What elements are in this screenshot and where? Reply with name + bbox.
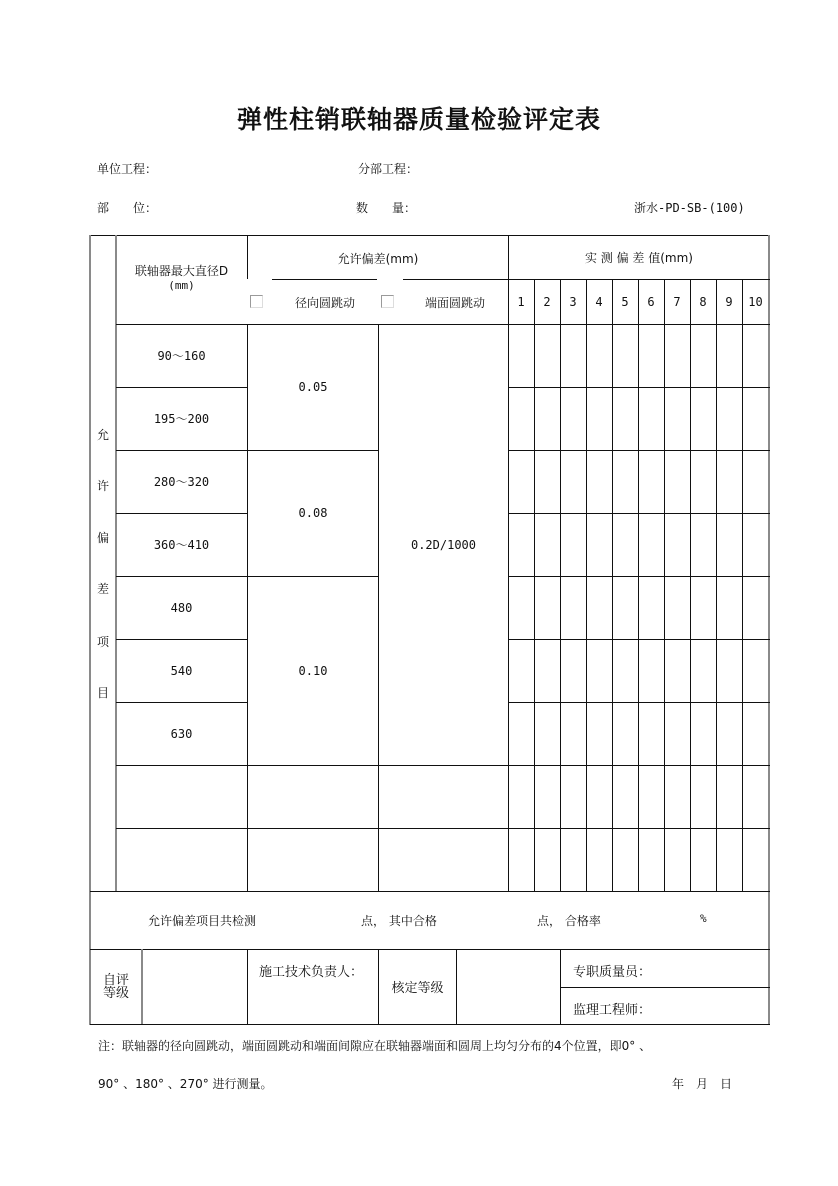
measure-col-6: 6 [647,295,655,309]
table-right-border [768,235,770,1025]
face-runout-value: 0.2D/1000 [410,537,477,552]
measure-col-10: 10 [748,295,763,309]
measure-col-divider [638,279,639,891]
row-line [508,450,770,451]
diameter-cell: 540 [170,663,193,678]
note-line-2: 90° 、180° 、270° 进行测量。 [98,1077,273,1091]
measure-col-divider [560,279,561,891]
summary-pass-label: 点， 其中合格 [361,914,437,928]
row-line [508,639,770,640]
measure-col-8: 8 [699,295,707,309]
self-grade-field[interactable] [142,950,247,1024]
page-title: 弹性柱销联轴器质量检验评定表 [236,105,601,134]
verified-grade-label: 核定等级 [391,981,444,996]
date-label: 年 月 日 [672,1077,733,1091]
diameter-cell: 195～200 [153,412,210,426]
side-label-char: 目 [96,686,109,700]
form-code: 浙水-PD-SB-(100) [634,201,745,215]
table-top-border [90,235,770,236]
measure-col-5: 5 [621,295,629,309]
measure-col-divider [690,279,691,891]
unit-project-label: 单位工程： [97,162,158,176]
measure-col-divider [742,279,743,891]
row-line [90,891,770,892]
radial-runout-checkbox[interactable] [250,295,263,308]
tech-lead-label: 施工技术负责人： [259,965,364,980]
signoff-divider [247,949,248,1024]
diameter-cell: 480 [170,600,193,615]
diameter-cell: 360～410 [153,538,210,552]
measure-col-divider [612,279,613,891]
location-label: 部 位： [97,201,158,215]
quality-inspector-label: 专职质量员： [573,965,652,980]
side-label-char: 偏 [96,531,109,545]
summary-percent: % [700,912,707,925]
diameter-cell: 630 [170,726,193,741]
radial-runout-value: 0.10 [298,663,328,678]
diameter-header: 联轴器最大直径D [134,263,229,278]
side-label-char: 项 [96,635,109,649]
side-label-char: 差 [96,582,109,596]
header-divider-h [508,279,770,280]
row-line [508,387,770,388]
side-label-char: 允 [96,428,109,442]
supervisor-label: 监理工程师： [573,1003,652,1018]
measure-col-4: 4 [595,295,603,309]
side-label-char: 许 [96,479,109,493]
measured-deviation-header: 实 测 偏 差 值(mm) [584,250,693,265]
face-runout-header: 端面圆跳动 [424,295,485,310]
allowed-deviation-header: 允许偏差(mm) [337,251,419,266]
row-line [508,702,770,703]
header-divider [508,235,509,891]
header-underline [272,279,377,280]
row-line [116,828,770,829]
row-line [116,765,770,766]
sub-project-label: 分部工程： [358,162,419,176]
table-bottom-border [90,1024,770,1025]
diameter-unit: (mm) [168,278,195,292]
measure-col-divider [664,279,665,891]
radial-runout-header: 径向圆跳动 [294,295,355,310]
table-left-border [89,235,91,1025]
measure-col-divider [534,279,535,891]
diameter-cell: 280～320 [153,475,210,489]
verified-grade-field[interactable] [457,950,560,1024]
measure-col-divider [586,279,587,891]
measure-col-7: 7 [673,295,681,309]
summary-total-label: 允许偏差项目共检测 [148,914,257,928]
note-line-1: 注：联轴器的径向圆跳动，端面圆跳动和端面间隙应在联轴器端面和圆周上均匀分布的4个位置，即0° 、 [98,1039,652,1053]
measure-col-3: 3 [569,295,577,309]
radial-runout-value: 0.05 [298,380,328,394]
header-underline [403,279,508,280]
self-grade-label: 自评 等级 [102,972,129,1001]
signoff-split [560,987,770,988]
measure-col-1: 1 [517,295,525,309]
face-runout-checkbox[interactable] [381,295,394,308]
row-line [508,576,770,577]
measure-col-9: 9 [725,295,733,309]
diameter-cell: 90～160 [157,349,206,363]
quantity-label: 数 量： [356,201,417,215]
row-line [508,513,770,514]
radial-runout-value: 0.08 [298,506,328,520]
summary-rate-label: 点， 合格率 [537,914,601,928]
measure-col-divider [716,279,717,891]
measure-col-2: 2 [543,295,551,309]
